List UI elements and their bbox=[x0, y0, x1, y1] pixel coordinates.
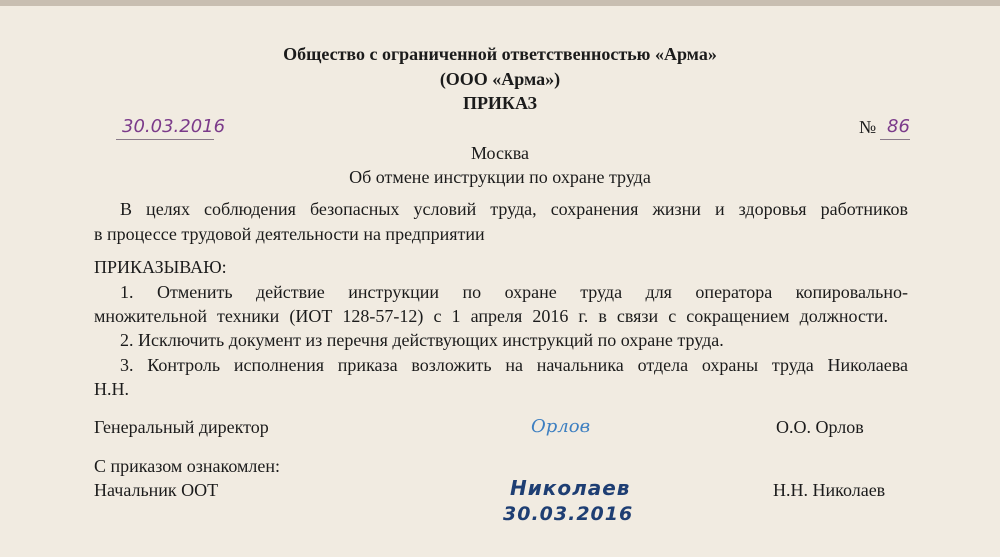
top-edge bbox=[0, 0, 1000, 6]
number-underline bbox=[880, 139, 910, 140]
order-subject: Об отмене инструкции по охране труда bbox=[349, 167, 651, 187]
director-signature: Орлов bbox=[531, 416, 591, 437]
employee-signature: Николаев bbox=[510, 476, 631, 500]
item-3-line-2: Н.Н. bbox=[94, 379, 129, 399]
director-name: О.О. Орлов bbox=[776, 417, 864, 437]
document-type: ПРИКАЗ bbox=[462, 93, 538, 113]
preamble-line-2: в процессе трудовой деятельности на предприятии bbox=[94, 224, 485, 244]
item-1-line-2: множительной техники (ИОТ 128-57-12) с 1 апреля 2016 г. в связи с сокращением должности. bbox=[94, 306, 888, 326]
order-word: ПРИКАЗЫВАЮ: bbox=[94, 257, 227, 277]
employee-name: Н.Н. Николаев bbox=[773, 480, 886, 500]
item-2: 2. Исключить документ из перечня действующих инструкций по охране труда. bbox=[120, 330, 724, 350]
city: Москва bbox=[471, 143, 529, 163]
org-short-name: (ООО «Арма») bbox=[439, 69, 561, 89]
number-label: № bbox=[859, 117, 877, 137]
order-date: 30.03.2016 bbox=[122, 116, 226, 137]
employee-sign-date: 30.03.2016 bbox=[503, 503, 634, 525]
employee-title: Начальник ООТ bbox=[94, 480, 219, 500]
date-underline bbox=[116, 139, 214, 140]
preamble-line-1: В целях соблюдения безопасных условий труда, сохранения жизни и здоровья работников bbox=[120, 199, 908, 219]
item-3-line-1: 3. Контроль исполнения приказа возложить на начальника отдела охраны труда Николаева bbox=[120, 355, 908, 375]
item-1-line-1: 1. Отменить действие инструкции по охране труда для оператора копировально- bbox=[120, 282, 908, 302]
director-title: Генеральный директор bbox=[94, 417, 269, 437]
acknowledged-label: С приказом ознакомлен: bbox=[94, 456, 281, 476]
order-number: 86 bbox=[887, 116, 910, 137]
org-name: Общество с ограниченной ответственностью «Арма» bbox=[283, 44, 717, 64]
